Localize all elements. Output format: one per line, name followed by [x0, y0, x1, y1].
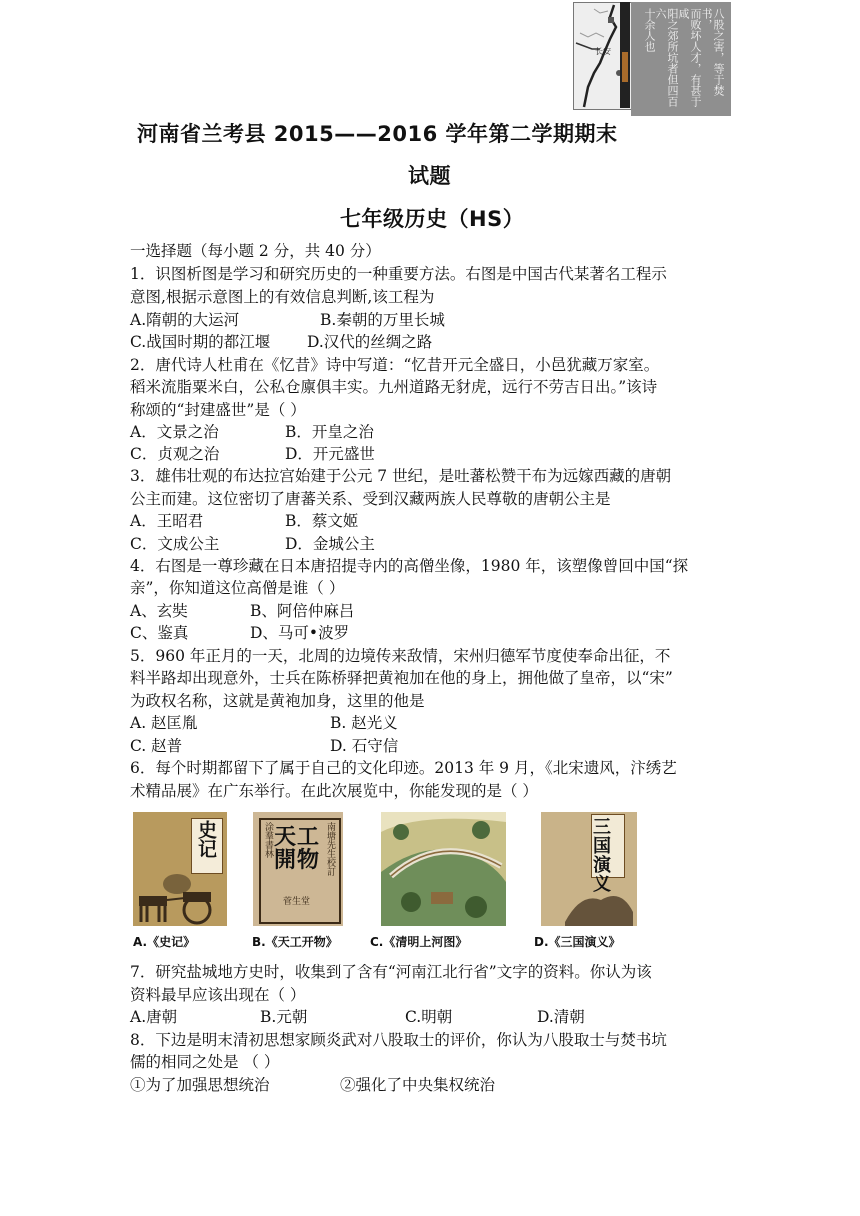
exam-subtitle: 七年级历史（HS） — [340, 207, 525, 231]
q6-label-d: D.《三国演义》 — [534, 935, 621, 949]
q3-option-b: B．蔡文姬 — [285, 512, 359, 530]
q5-stem-3: 为政权名称，这就是黄袍加身，这里的他是 — [130, 692, 425, 710]
q6-stem-2: 术精品展》在广东举行。在此次展览中，你能发现的是（ ） — [130, 782, 538, 800]
q8-option-2: ②强化了中央集权统治 — [340, 1076, 496, 1094]
chariot-icon — [133, 866, 227, 926]
gu-yanwu-quote-image — [631, 2, 731, 116]
q2-stem-2: 稻米流脂粟米白，公私仓廪俱丰实。九州道路无豺虎，远行不劳吉日出。”该诗 — [130, 378, 658, 396]
shiji-book-cover — [133, 812, 227, 926]
q8-option-1: ①为了加强思想统治 — [130, 1076, 270, 1094]
q4-option-b: B、阿倍仲麻吕 — [250, 602, 355, 620]
q5-option-b: B. 赵光义 — [330, 714, 398, 732]
q5-option-a: A. 赵匡胤 — [130, 714, 198, 732]
q7-option-c: C.明朝 — [405, 1008, 453, 1026]
sanguo-yanyi-book-cover — [541, 812, 637, 926]
q1-option-a: A.隋朝的大运河 — [130, 311, 240, 329]
q1-option-b: B.秦朝的万里长城 — [320, 311, 445, 329]
quote-column-3: 阳之郊所坑者但四百六 — [654, 8, 679, 107]
q3-option-d: D．金城公主 — [285, 535, 375, 553]
q1-stem-2: 意图,根据示意图上的有效信息判断,该工程为 — [130, 288, 435, 306]
q1-option-d: D.汉代的丝绸之路 — [307, 333, 433, 351]
q2-stem-1: 2．唐代诗人杜甫在《忆昔》诗中写道：“忆昔开元全盛日，小邑犹藏万家室。 — [130, 356, 660, 374]
quote-column-1: 八股之害，等于焚书， — [700, 8, 725, 96]
tiangong-side-left: 涂羣書林 — [263, 822, 273, 858]
q8-stem-1: 8．下边是明末清初思想家顾炎武对八股取士的评价，你认为八股取士与焚书坑 — [130, 1031, 667, 1049]
quote-column-2: 而败坏人才，有甚于咸 — [677, 8, 702, 107]
q7-stem-1: 7．研究盐城地方史时，收集到了含有“河南江北行省”文字的资料。你认为该 — [130, 963, 652, 981]
q4-stem-1: 4．右图是一尊珍藏在日本唐招提寺内的高僧坐像，1980 年，该塑像曾回中国“探 — [130, 557, 689, 575]
q2-stem-3: 称颂的“封建盛世”是（ ） — [130, 401, 306, 419]
q7-stem-2: 资料最早应该出现在（ ） — [130, 986, 306, 1004]
q6-label-c: C.《清明上河图》 — [370, 935, 468, 949]
q3-stem-2: 公主而建。这位密切了唐蕃关系、受到汉藏两族人民尊敬的唐朝公主是 — [130, 490, 611, 508]
tiangong-side-right: 南塘先生校訂 — [325, 822, 335, 876]
map-label: 长安 — [595, 47, 611, 56]
exam-title-line2: 试题 — [408, 164, 451, 188]
q5-option-d: D. 石守信 — [330, 737, 399, 755]
section-heading: 一选择题（每小题 2 分，共 40 分） — [130, 242, 381, 260]
q4-stem-2: 亲”，你知道这位高僧是谁（ ） — [130, 579, 345, 597]
quote-column-4: 十余人也 — [643, 8, 656, 52]
q6-label-b: B.《天工开物》 — [252, 935, 338, 949]
q3-option-c: C．文成公主 — [130, 535, 220, 553]
figure-icon — [561, 882, 637, 926]
qingming-painting — [381, 812, 506, 926]
q2-option-d: D．开元盛世 — [285, 445, 375, 463]
q1-stem-1: 1．识图析图是学习和研究历史的一种重要方法。右图是中国古代某著名工程示 — [130, 265, 667, 283]
q8-stem-2: 儒的相同之处是 （ ） — [130, 1053, 280, 1071]
exam-title-line1: 河南省兰考县 2015——2016 学年第二学期期末 — [137, 122, 618, 146]
map-dark-strip — [620, 2, 630, 108]
q6-label-a: A.《史记》 — [133, 935, 196, 949]
q5-option-c: C. 赵普 — [130, 737, 183, 755]
q5-stem-2: 料半路却出现意外，士兵在陈桥驿把黄袍加在他的身上，拥他做了皇帝，以“宋” — [130, 669, 673, 687]
q4-option-a: A、玄奘 — [130, 602, 188, 620]
q3-option-a: A．王昭君 — [130, 512, 204, 530]
tiangong-cover-publisher: 菅生堂 — [283, 897, 311, 907]
q4-option-d: D、马可•波罗 — [250, 624, 350, 642]
sanguo-cover-title: 三国演义 — [593, 817, 611, 895]
painting-illustration — [381, 812, 506, 926]
q5-stem-1: 5．960 年正月的一天，北周的边境传来敌情，宋州归德军节度使奉命出征，不 — [130, 647, 671, 665]
q2-option-c: C．贞观之治 — [130, 445, 220, 463]
q7-option-a: A.唐朝 — [130, 1008, 178, 1026]
q2-option-b: B．开皇之治 — [285, 423, 374, 441]
shiji-cover-title: 史记 — [195, 820, 217, 858]
tiangong-cover-title: 天工開物 — [274, 824, 321, 873]
q7-option-d: D.清朝 — [537, 1008, 585, 1026]
tiangong-kaiwu-book-cover — [253, 812, 343, 926]
q3-stem-1: 3．雄伟壮观的布达拉宫始建于公元 7 世纪，是吐蕃松赞干布为远嫁西藏的唐朝 — [130, 467, 672, 485]
q4-option-c: C、鉴真 — [130, 624, 189, 642]
q2-option-a: A．文景之治 — [130, 423, 219, 441]
q6-stem-1: 6．每个时期都留下了属于自己的文化印迹。2013 年 9 月，《北宋遗风，汴绣艺 — [130, 759, 677, 777]
q7-option-b: B.元朝 — [260, 1008, 308, 1026]
q1-option-c: C.战国时期的都江堰 — [130, 333, 271, 351]
